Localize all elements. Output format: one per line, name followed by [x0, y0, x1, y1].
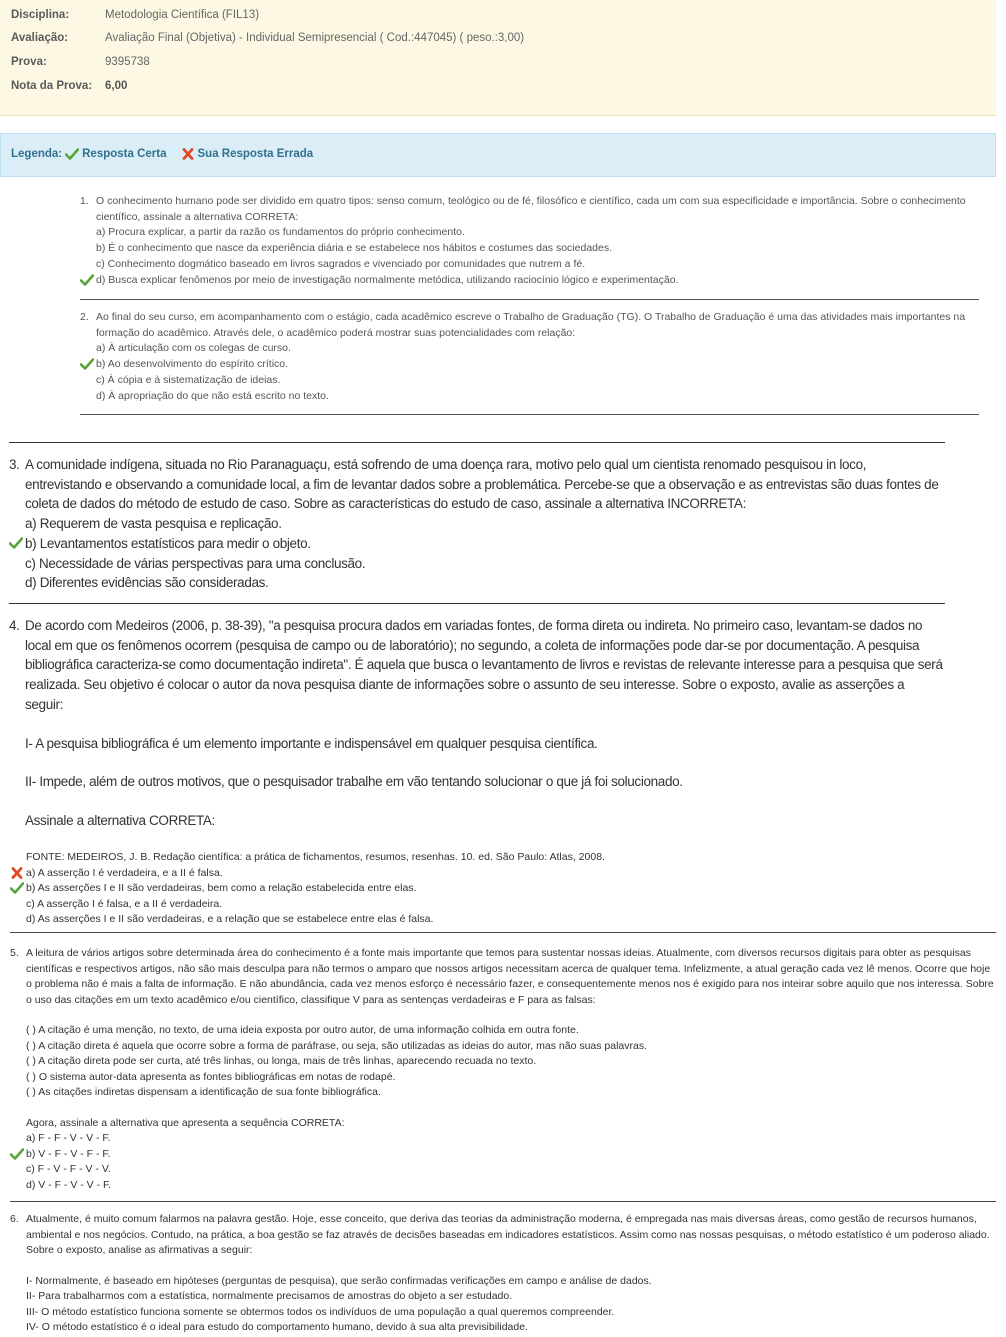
check-icon [10, 882, 24, 894]
option-a-wrong: a) A asserção I é verdadeira, e a II é falsa. [10, 866, 998, 882]
grade-value: 6,00 [105, 80, 128, 92]
assertion-2: II- Impede, além de outros motivos, que o pesquisador trabalhe em vão tentando solucionar o que já foi solucionado. [25, 774, 683, 790]
statement: ( ) O sistema autor-data apresenta as fontes bibliográficas em notas de rodapé. [26, 1070, 396, 1083]
question-4-continued [10, 850, 998, 928]
exam-questions-zoomed [0, 439, 1006, 826]
option-b-correct: b) As asserções I e II são verdadeiras, bem como a relação estabelecida entre elas. [10, 881, 998, 897]
question-stem: 4. De acordo com Medeiros (2006, p. 38-39), "a pesquisa procura dados em variadas fontes, de forma direta ou indireta. No primeiro caso, levantam-se dados no local em que os fenômenos ocorrem (pesquisa de campo ou de laboratório); no segundo, a coleta de informações pode dar-se por documentação. A pesquisa bibliográfica caracteriza-se como documentação indireta". É aquela que busca o levantamento de livros e revistas de relevante interesse para a pesquisa que será realizada. Seu objetivo é colocar o autor da nova pesquisa diante de informações sobre o assunto de seu interesse. Sobre o exposto, avalie as asserções a seguir: [9, 618, 943, 712]
question-5 [10, 946, 998, 1193]
option-d: d) V - F - V - V - F. [26, 1178, 112, 1191]
legend-wrong-label: Sua Resposta Errada [197, 148, 314, 160]
divider [9, 603, 945, 604]
divider [10, 1201, 996, 1202]
info-row-grade [11, 80, 127, 96]
question-stem: 5. A leitura de vários artigos sobre determinada área do conhecimento é a fonte mais importante que temos para sustentar nossas ideias. Atualmente, com diversos recursos digitais para obter as pesquisas científicas e respectivos artigos, não são mais desculpa para não termos o amparo que nossos artigos necessitam acerca de qualquer tema. Infelizmente, a atual geração cada vez lê menos. Ocorre que hoje o problema não é mais a falta de informação. E não abundância, cada vez menos esforço é necessário fazer, e consequentemente menos nos é exigido para nos inteirar sobre aquilo que nos interessa. Sobre o uso das citações em um texto acadêmico e/ou científico, classifique V para as sentenças verdadeiras e F para as falsas: [10, 947, 994, 1006]
option-a: a) F - F - V - V - F. [26, 1132, 111, 1144]
exam-result-panel [0, 0, 1006, 419]
statement: IV- O método estatístico é o ideal para estudo do comportamento humano, devido à sua alta previsibilidade. [26, 1321, 528, 1333]
divider [10, 932, 996, 933]
info-label: Disciplina: [11, 9, 70, 21]
check-icon [80, 274, 94, 286]
question-2 [80, 310, 980, 404]
option-b-correct: b) Ao desenvolvimento do espírito crítico. [80, 357, 980, 373]
check-icon [10, 1148, 24, 1160]
legend-correct-label: Resposta Certa [82, 148, 167, 160]
statement: ( ) A citação direta pode ser curta, até três linhas, ou longa, mais de três linhas, aparecendo recuada no texto. [26, 1055, 537, 1067]
divider [80, 299, 979, 300]
statement: ( ) A citação é uma menção, no texto, de uma ideia exposta por outro autor, de uma informação colhida em outra fonte. [26, 1024, 579, 1036]
question-1 [80, 194, 980, 288]
option-b-correct: b) Levantamentos estatísticos para medir o objeto. [9, 534, 944, 554]
info-row-exam-id [11, 56, 150, 72]
info-value: 9395738 [105, 56, 150, 68]
exam-info-box [0, 0, 996, 116]
question-stem: 3. A comunidade indígena, situada no Rio Paranaguaçu, está sofrendo de uma doença rara, motivo pelo qual um cientista renomado pesquisou in loco, entrevistando e observando a comunidade local, a fim de levantar dados sobre a problemática. Percebe-se que a observação e as entrevistas são duas fontes de coleta de dados do método de estudo de caso. Sobre as características do estudo de caso, assinale a alternativa INCORRETA: [9, 457, 939, 512]
option-c: c) Necessidade de várias perspectivas para uma conclusão. [25, 555, 366, 571]
question-stem: 2. Ao final do seu curso, em acompanhamento com o estágio, cada acadêmico escreve o Trabalho de Graduação (TG). O Trabalho de Graduação é uma das atividades mais importantes na formação do acadêmico. Através dele, o acadêmico poderá mostrar suas potencialidades com relação: [80, 311, 966, 339]
statement: ( ) As citações indiretas dispensam a identificação de sua fonte bibliográfica. [26, 1086, 381, 1098]
statement: III- O método estatístico funciona somente se obtermos todos os indivíduos de uma população a qual queremos compreender. [26, 1305, 615, 1318]
question-3 [9, 455, 944, 593]
option-c: c) F - V - F - V - V. [26, 1163, 111, 1175]
divider [80, 414, 979, 415]
info-row-discipline [11, 9, 259, 25]
question-6 [10, 1212, 998, 1336]
option-d-correct: d) Busca explicar fenômenos por meio de investigação normalmente metódica, utilizando raciocínio lógico e experimentação. [80, 273, 980, 289]
check-icon [80, 358, 94, 370]
option-d: d) Diferentes evidências são consideradas. [25, 575, 269, 591]
option-b-correct: b) V - F - V - F - F. [10, 1147, 998, 1163]
question-prompt: Agora, assinale a alternativa que apresenta a sequência CORRETA: [26, 1116, 345, 1129]
option-a: a) À articulação com os colegas de curso. [96, 342, 291, 355]
question-stem: 1. O conhecimento humano pode ser dividido em quatro tipos: senso comum, teológico ou de fé, filosófico e científico, cada um com sua especificidade e importância. Sobre o conhecimento científico, assinale a alternativa CORRETA: [80, 195, 966, 223]
info-label: Prova: [11, 56, 47, 68]
divider [9, 442, 945, 443]
assertion-1: I- A pesquisa bibliográfica é um elemento importante e indispensável em qualquer pesquisa científica. [25, 735, 598, 751]
x-icon [181, 148, 195, 160]
info-label: Avaliação: [11, 32, 69, 44]
option-c: c) À cópia e à sistematização de ideias. [96, 373, 281, 386]
check-icon [65, 148, 79, 160]
statement: ( ) A citação direta é aquela que ocorre sobre a forma de paráfrase, ou seja, são utilizadas as ideias do autor, mas não suas palavras. [26, 1039, 648, 1052]
info-value: Metodologia Científica (FIL13) [105, 9, 260, 21]
option-d: d) As asserções I e II são verdadeiras, e a relação que se estabelece entre elas é falsa. [26, 913, 434, 925]
info-row-evaluation [11, 32, 524, 48]
option-b: b) É o conhecimento que nasce da experiência diária e se estabelece nos hábitos e costumes das sociedades. [96, 242, 612, 255]
check-icon [9, 537, 23, 549]
option-c: c) Conhecimento dogmático baseado em livros sagrados e vivenciado por comunidades que nutrem a fé. [96, 257, 586, 270]
question-prompt: Assinale a alternativa CORRETA: [25, 812, 215, 828]
option-d: d) À apropriação do que não está escrito no texto. [96, 389, 329, 402]
question-stem: 6. Atualmente, é muito comum falarmos na palavra gestão. Hoje, esse conceito, que deriva das teorias da administração moderna, é empregada nas mais diversas áreas, como gestão de recursos humanos, ambiental e nos negócios. Contudo, na prática, a boa gestão se faz através de decisões baseadas em indicadores estatísticos. Assim como nas nossas pesquisas, o método estatístico é um poderoso aliado. Sobre o exposto, analise as afirmativas a seguir: [10, 1213, 990, 1256]
option-a: a) Procura explicar, a partir da razão os fundamentos do próprio conhecimento. [96, 226, 465, 239]
statement: II- Para trabalharmos com a estatística, normalmente precisamos de amostras do objeto a ser estudado. [26, 1290, 513, 1302]
source-reference: FONTE: MEDEIROS, J. B. Redação científica: a prática de fichamentos, resumos, resenhas. 10. ed. São Paulo: Atlas, 2008. [26, 851, 605, 863]
statement: I- Normalmente, é baseado em hipóteses (perguntas de pesquisa), que serão confirmadas verificações em campo e análise de dados. [26, 1274, 652, 1287]
legend-box [0, 133, 996, 177]
exam-questions-continued [0, 846, 1006, 1337]
info-label: Nota da Prova: [11, 80, 93, 92]
option-c: c) A asserção I é falsa, e a II é verdadeira. [26, 897, 223, 910]
question-4 [9, 616, 944, 831]
info-value: Avaliação Final (Objetiva) - Individual Semipresencial ( Cod.:447045) ( peso.:3,00) [105, 32, 525, 44]
option-a: a) Requerem de vasta pesquisa e replicação. [25, 516, 282, 532]
legend-label: Legenda: [11, 148, 63, 160]
x-icon [10, 867, 24, 879]
